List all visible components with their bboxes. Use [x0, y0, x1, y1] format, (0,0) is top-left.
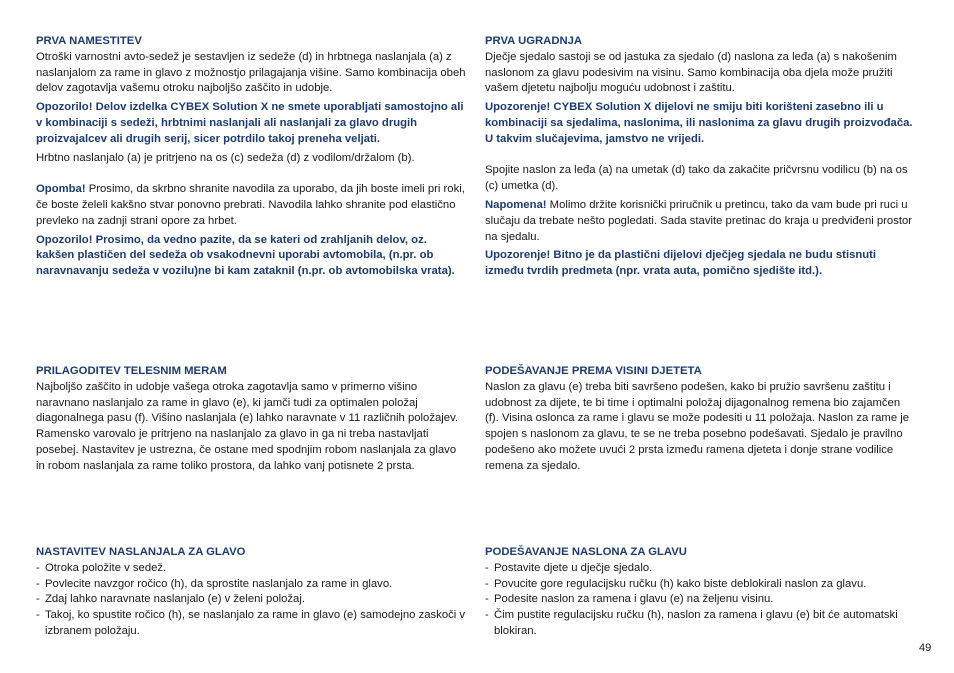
section-heading: NASTAVITEV NASLANJALA ZA GLAVO	[36, 546, 246, 558]
list-item: - Zdaj lahko naravnate naslanjalo (e) v želeni položaj.	[36, 592, 468, 608]
list-item: - Takoj, ko spustite ročico (h), se naslanjalo za rame in glavo (e) samodejno zaskoči v izbranem položaju.	[36, 608, 468, 640]
list-item: - Povucite gore regulacijsku ručku (h) kako biste deblokirali naslon za glavu.	[485, 577, 917, 593]
step-list	[36, 561, 468, 640]
left-section-headrest-adjustment	[36, 545, 468, 640]
right-section-first-installation	[485, 34, 917, 280]
warning-paragraph: Upozorenje! CYBEX Solution X dijelovi ne smiju biti korišteni zasebno ili u kombinaciji sa sjedalima, naslonima, ili naslonima za glavu drugih proizvođača. U takvim slučajevima, jamstvo ne vrijedi.	[485, 101, 913, 145]
paragraph: Najboljšo zaščito in udobje vašega otroka zagotavlja samo v primerno višino naravnano naslanjalo za rame in glavo (e), ki jamči tudi za optimalen položaj diagonalnega pasu (f). Višino naslanjala (e) lahko naravnate v 11 različnih položajev. Ramensko varovalo je pritrjeno na naslanjalo za glavo in ga ni treba nastavljati posebej. Nastavitev je ustrezna, če ostane med spodnjim robom naslanjala za glavo in robom naslanjala za rame toliko prostora, da lahko vanj potisnete 2 prsta.	[36, 380, 459, 472]
list-item: - Čim pustite regulacijsku ručku (h), naslon za ramena i glavu (e) bit će automatski blokiran.	[485, 608, 917, 640]
note-label: Opomba!	[36, 183, 86, 196]
paragraph: Otroški varnostni avto-sedež je sestavljen iz sedeže (d) in hrbtnega naslanjala (a) z naslanjalom za rame in glavo z možnostjo prilagajanja višine. Samo kombinacija obeh delov zagotavlja vašemu otroku najboljšo zaščito in udobje.	[36, 50, 466, 95]
left-section-body-size	[36, 364, 468, 475]
paragraph: Spojite naslon za leđa (a) na umetak (d) tako da zakačite pričvrsnu vodilicu (b) na os (c) umetka (d).	[485, 164, 908, 193]
section-heading: PRVA UGRADNJA	[485, 35, 583, 47]
note-label: Napomena!	[485, 198, 547, 211]
note-paragraph	[36, 182, 468, 229]
right-section-child-height	[485, 364, 917, 475]
list-item: - Povlecite navzgor ročico (h), da sprostite naslanjalo za rame in glavo.	[36, 577, 468, 593]
paragraph: Naslon za glavu (e) treba biti savršeno podešen, kako bi pružio savršenu zaštitu i udobnost za dijete, te bi time i optimalni položaj dijagonalnog remena bio zajamčen (f). Visina oslonca za rame i glavu se može podesiti u 11 položaja. Naslon za rame je spojen s naslonom za glavu, te se ne treba posebno podešavati. Sjedalo je pravilno podešeno ako možete uvući 2 prsta između ramena djeteta i donje strane vodilice remena za sjedalo.	[485, 380, 910, 472]
note-text: Molimo držite korisnički priručnik u pretincu, tako da vam bude pri ruci u slučaju da trebate nešto pogledati. Sada stavite pretinac do kraja u predviđeni prostor na sjedalu.	[485, 198, 913, 243]
list-item: - Otroka položite v sedež.	[36, 561, 468, 577]
list-item: - Postavite djete u dječje sjedalo.	[485, 561, 917, 577]
warning-paragraph: Opozorilo! Prosimo, da vedno pazite, da se kateri od zrahljanih delov, oz. kakšen plastičen del sedeža ob vsakodnevni uporabi avtomobila, (n.pr. ob naravnavanju sedeža v vozilu)ne bi kam zataknil (n.pr. ob avtomobilska vrata).	[36, 233, 455, 278]
section-heading: PODEŠAVANJE PREMA VISINI DJETETA	[485, 365, 702, 377]
left-section-first-installation	[36, 34, 468, 280]
note-text: Prosimo, da skrbno shranite navodila za uporabo, da jih boste imeli pri roki, če boste želeli kakšno stvar ponovno prebrati. Navodila lahko shranite pod elastično prevleko na zadnji strani opore za hrbet.	[36, 183, 465, 227]
list-item: - Podesite naslon za ramena i glavu (e) na željenu visinu.	[485, 592, 917, 608]
section-heading: PRILAGODITEV TELESNIM MERAM	[36, 365, 227, 377]
paragraph: Hrbtno naslanjalo (a) je pritrjeno na os (c) sedeža (d) z vodilom/držalom (b).	[36, 151, 415, 164]
note-paragraph	[485, 198, 917, 245]
paragraph: Dječje sjedalo sastoji se od jastuka za sjedalo (d) naslona za leđa (a) s nakošenim naslonom za glavu podesivim na visinu. Samo kombinacija oba djela može pružiti vašem djetetu najbolju moguću udobnost i zaštitu.	[485, 50, 897, 95]
warning-paragraph: Upozorenje! Bitno je da plastični dijelovi dječjeg sjedala ne budu stisnuti između tvrdih predmeta (npr. vrata auta, pomično sjedište itd.).	[485, 249, 877, 278]
right-section-headrest-adjustment	[485, 545, 917, 640]
section-heading: PRVA NAMESTITEV	[36, 35, 142, 47]
warning-paragraph: Opozorilo! Delov izdelka CYBEX Solution X ne smete uporabljati samostojno ali v kombinaciji s sedeži, hrbtnimi naslanjali ali naslanjali za glavo drugih proizvajalcev ali drugih serij, sicer potrdilo takoj preneha veljati.	[36, 101, 464, 145]
step-list	[485, 561, 917, 640]
section-heading: PODEŠAVANJE NASLONA ZA GLAVU	[485, 546, 687, 558]
page-number: 49	[919, 642, 932, 654]
